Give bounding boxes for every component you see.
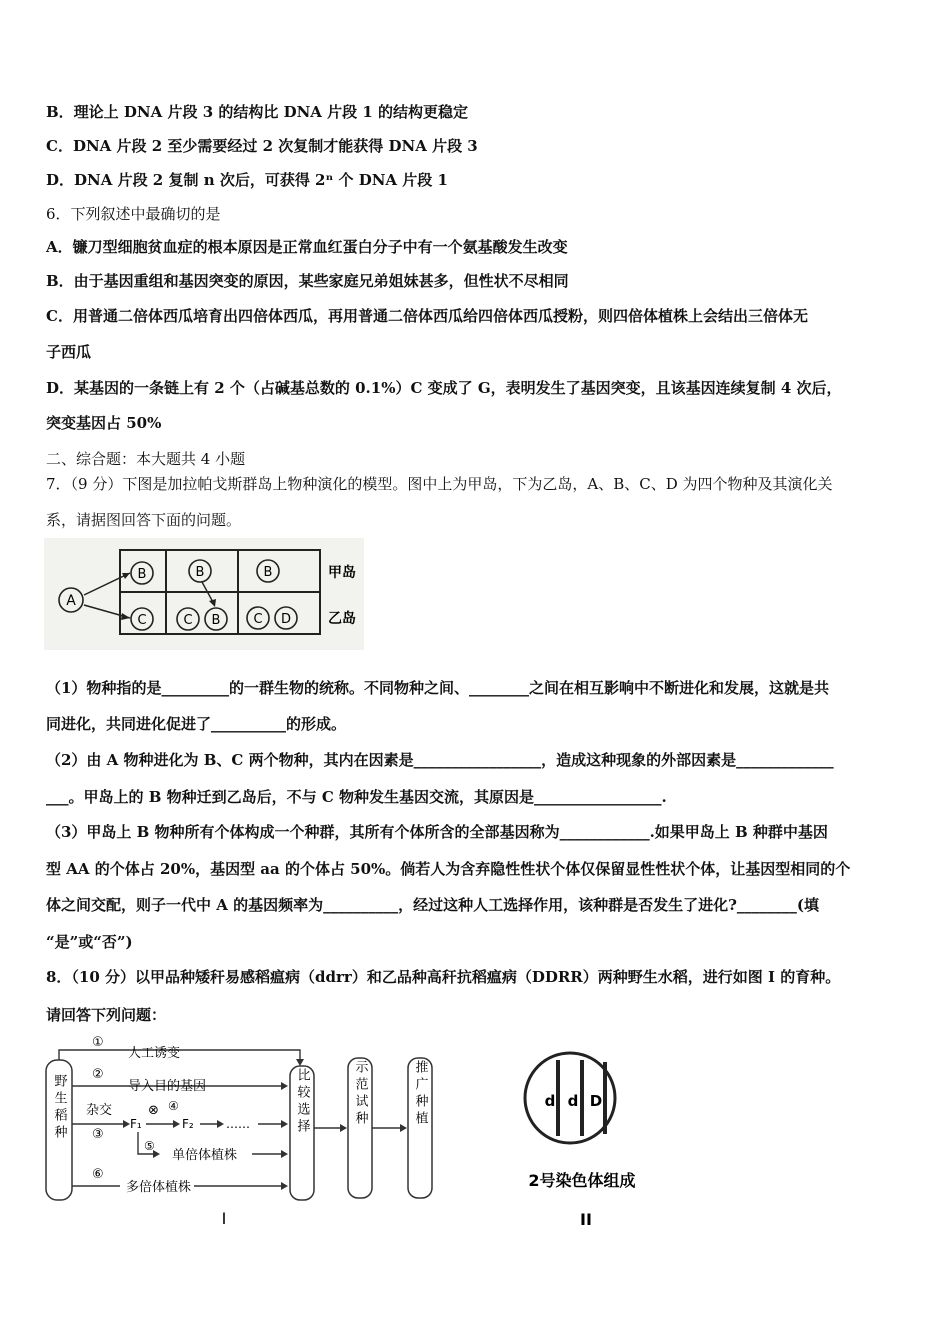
svg-text:⑥: ⑥ bbox=[92, 1167, 104, 1182]
wild-rice-box: 野生稻种 bbox=[51, 1074, 67, 1142]
gene-D: D bbox=[589, 1092, 603, 1110]
svg-text:①: ① bbox=[92, 1035, 104, 1050]
svg-text:杂交: 杂交 bbox=[86, 1103, 113, 1118]
svg-text:B: B bbox=[195, 565, 205, 580]
svg-text:C: C bbox=[137, 613, 147, 628]
svg-text:B: B bbox=[263, 565, 273, 580]
island-jia-label: 甲岛 bbox=[328, 565, 356, 581]
demo-trial-box: 示范试种 bbox=[352, 1060, 368, 1128]
svg-text:F₂: F₂ bbox=[182, 1117, 194, 1131]
promote-plant-box: 推广种植 bbox=[412, 1060, 428, 1128]
path-mutation: 人工诱变 bbox=[128, 1046, 181, 1061]
svg-text:⑤: ⑤ bbox=[144, 1139, 155, 1153]
q7-part1-line1: （1）物种指的是_________的一群生物的统称。不同物种之间、________之间在相互影响中不断进化和发展，这就是共 bbox=[46, 679, 829, 697]
q7-part3-line1: （3）甲岛上 B 物种所有个体构成一个种群，其所有个体所含的全部基因称为____________.如果甲岛上 B 种群中基因 bbox=[46, 823, 828, 841]
q7-part2-line1: （2）由 A 物种进化为 B、C 两个物种，其内在因素是_________________，造成这种现象的外部因素是_____________ bbox=[46, 751, 834, 769]
figure-2-label: II bbox=[580, 1210, 592, 1229]
option-b: B．理论上 DNA 片段 3 的结构比 DNA 片段 1 的结构更稳定 bbox=[46, 103, 469, 121]
question-7-line2: 系，请据图回答下面的问题。 bbox=[46, 511, 242, 529]
path-polyploid: 多倍体植株 bbox=[126, 1180, 192, 1195]
question-8-line1: 8．（10 分）以甲品种矮秆易感稻瘟病（ddrr）和乙品种高秆抗稻瘟病（DDRR）两种野生水稻，进行如图 I 的育种。 bbox=[46, 968, 841, 986]
q7-part3-line2: 型 AA 的个体占 20%，基因型 aa 的个体占 50%。倘若人为含弃隐性性状个体仅保留显性性状个体，让基因型相同的个 bbox=[46, 860, 851, 878]
figure-1-label: I bbox=[221, 1209, 227, 1228]
gene-d-2: d bbox=[567, 1092, 579, 1110]
svg-text:⊗: ⊗ bbox=[148, 1103, 159, 1118]
q7-part1-line2: 同进化，共同进化促进了__________的形成。 bbox=[46, 715, 347, 733]
q6-option-b: B．由于基因重组和基因突变的原因，某些家庭兄弟姐妹甚多，但性状不尽相同 bbox=[46, 272, 569, 290]
chromosome-caption: 2号染色体组成 bbox=[528, 1171, 636, 1190]
svg-text:……: …… bbox=[226, 1117, 250, 1131]
chromosome-figure bbox=[510, 1050, 660, 1235]
svg-text:③: ③ bbox=[92, 1127, 104, 1142]
svg-text:④: ④ bbox=[168, 1099, 179, 1113]
svg-text:B: B bbox=[211, 613, 221, 628]
q6-option-c-line1: C．用普通二倍体西瓜培育出四倍体西瓜，再用普通二倍体西瓜给四倍体西瓜授粉，则四倍体植株上会结出三倍体无 bbox=[46, 307, 808, 325]
q6-option-d-line2: 突变基因占 50% bbox=[46, 414, 162, 432]
option-d: D．DNA 片段 2 复制 n 次后，可获得 2ⁿ 个 DNA 片段 1 bbox=[46, 171, 448, 189]
question-7-line1: 7．（9 分）下图是加拉帕戈斯群岛上物种演化的模型。图中上为甲岛，下为乙岛，A、B、C、D 为四个物种及其演化关 bbox=[46, 475, 833, 493]
gene-d-1: d bbox=[544, 1092, 556, 1110]
path-haploid: 单倍体植株 bbox=[172, 1148, 238, 1163]
island-evolution-figure bbox=[44, 538, 364, 650]
svg-text:B: B bbox=[137, 567, 147, 582]
svg-text:F₁: F₁ bbox=[130, 1117, 142, 1131]
svg-text:②: ② bbox=[92, 1067, 104, 1082]
breeding-flow-diagram bbox=[44, 1028, 444, 1233]
svg-text:C: C bbox=[253, 612, 263, 627]
svg-text:D: D bbox=[280, 612, 292, 627]
question-6: 6．下列叙述中最确切的是 bbox=[46, 205, 221, 223]
q6-option-d-line1: D．某基因的一条链上有 2 个（占碱基总数的 0.1%）C 变成了 G，表明发生了基因突变，且该基因连续复制 4 次后， bbox=[46, 379, 842, 397]
svg-text:A: A bbox=[66, 593, 76, 609]
q7-part3-line4: “是”或“否”) bbox=[46, 933, 133, 951]
path-gene-transfer: 导入目的基因 bbox=[128, 1079, 207, 1094]
q7-part2-line2: ___。甲岛上的 B 物种迁到乙岛后，不与 C 物种发生基因交流，其原因是_________________. bbox=[46, 788, 667, 806]
q7-part3-line3: 体之间交配，则子一代中 A 的基因频率为__________，经过这种人工选择作用，该种群是否发生了进化?________(填 bbox=[46, 896, 819, 914]
section-heading: 二、综合题：本大题共 4 小题 bbox=[46, 450, 246, 468]
question-8-line2: 请回答下列问题： bbox=[46, 1006, 167, 1024]
island-yi-label: 乙岛 bbox=[328, 611, 356, 627]
q6-option-c-line2: 子西瓜 bbox=[46, 343, 92, 361]
q6-option-a: A．镰刀型细胞贫血症的根本原因是正常血红蛋白分子中有一个氨基酸发生改变 bbox=[46, 238, 568, 256]
option-c: C．DNA 片段 2 至少需要经过 2 次复制才能获得 DNA 片段 3 bbox=[46, 137, 478, 155]
svg-text:C: C bbox=[183, 613, 193, 628]
compare-select-box: 比较选择 bbox=[294, 1068, 310, 1136]
